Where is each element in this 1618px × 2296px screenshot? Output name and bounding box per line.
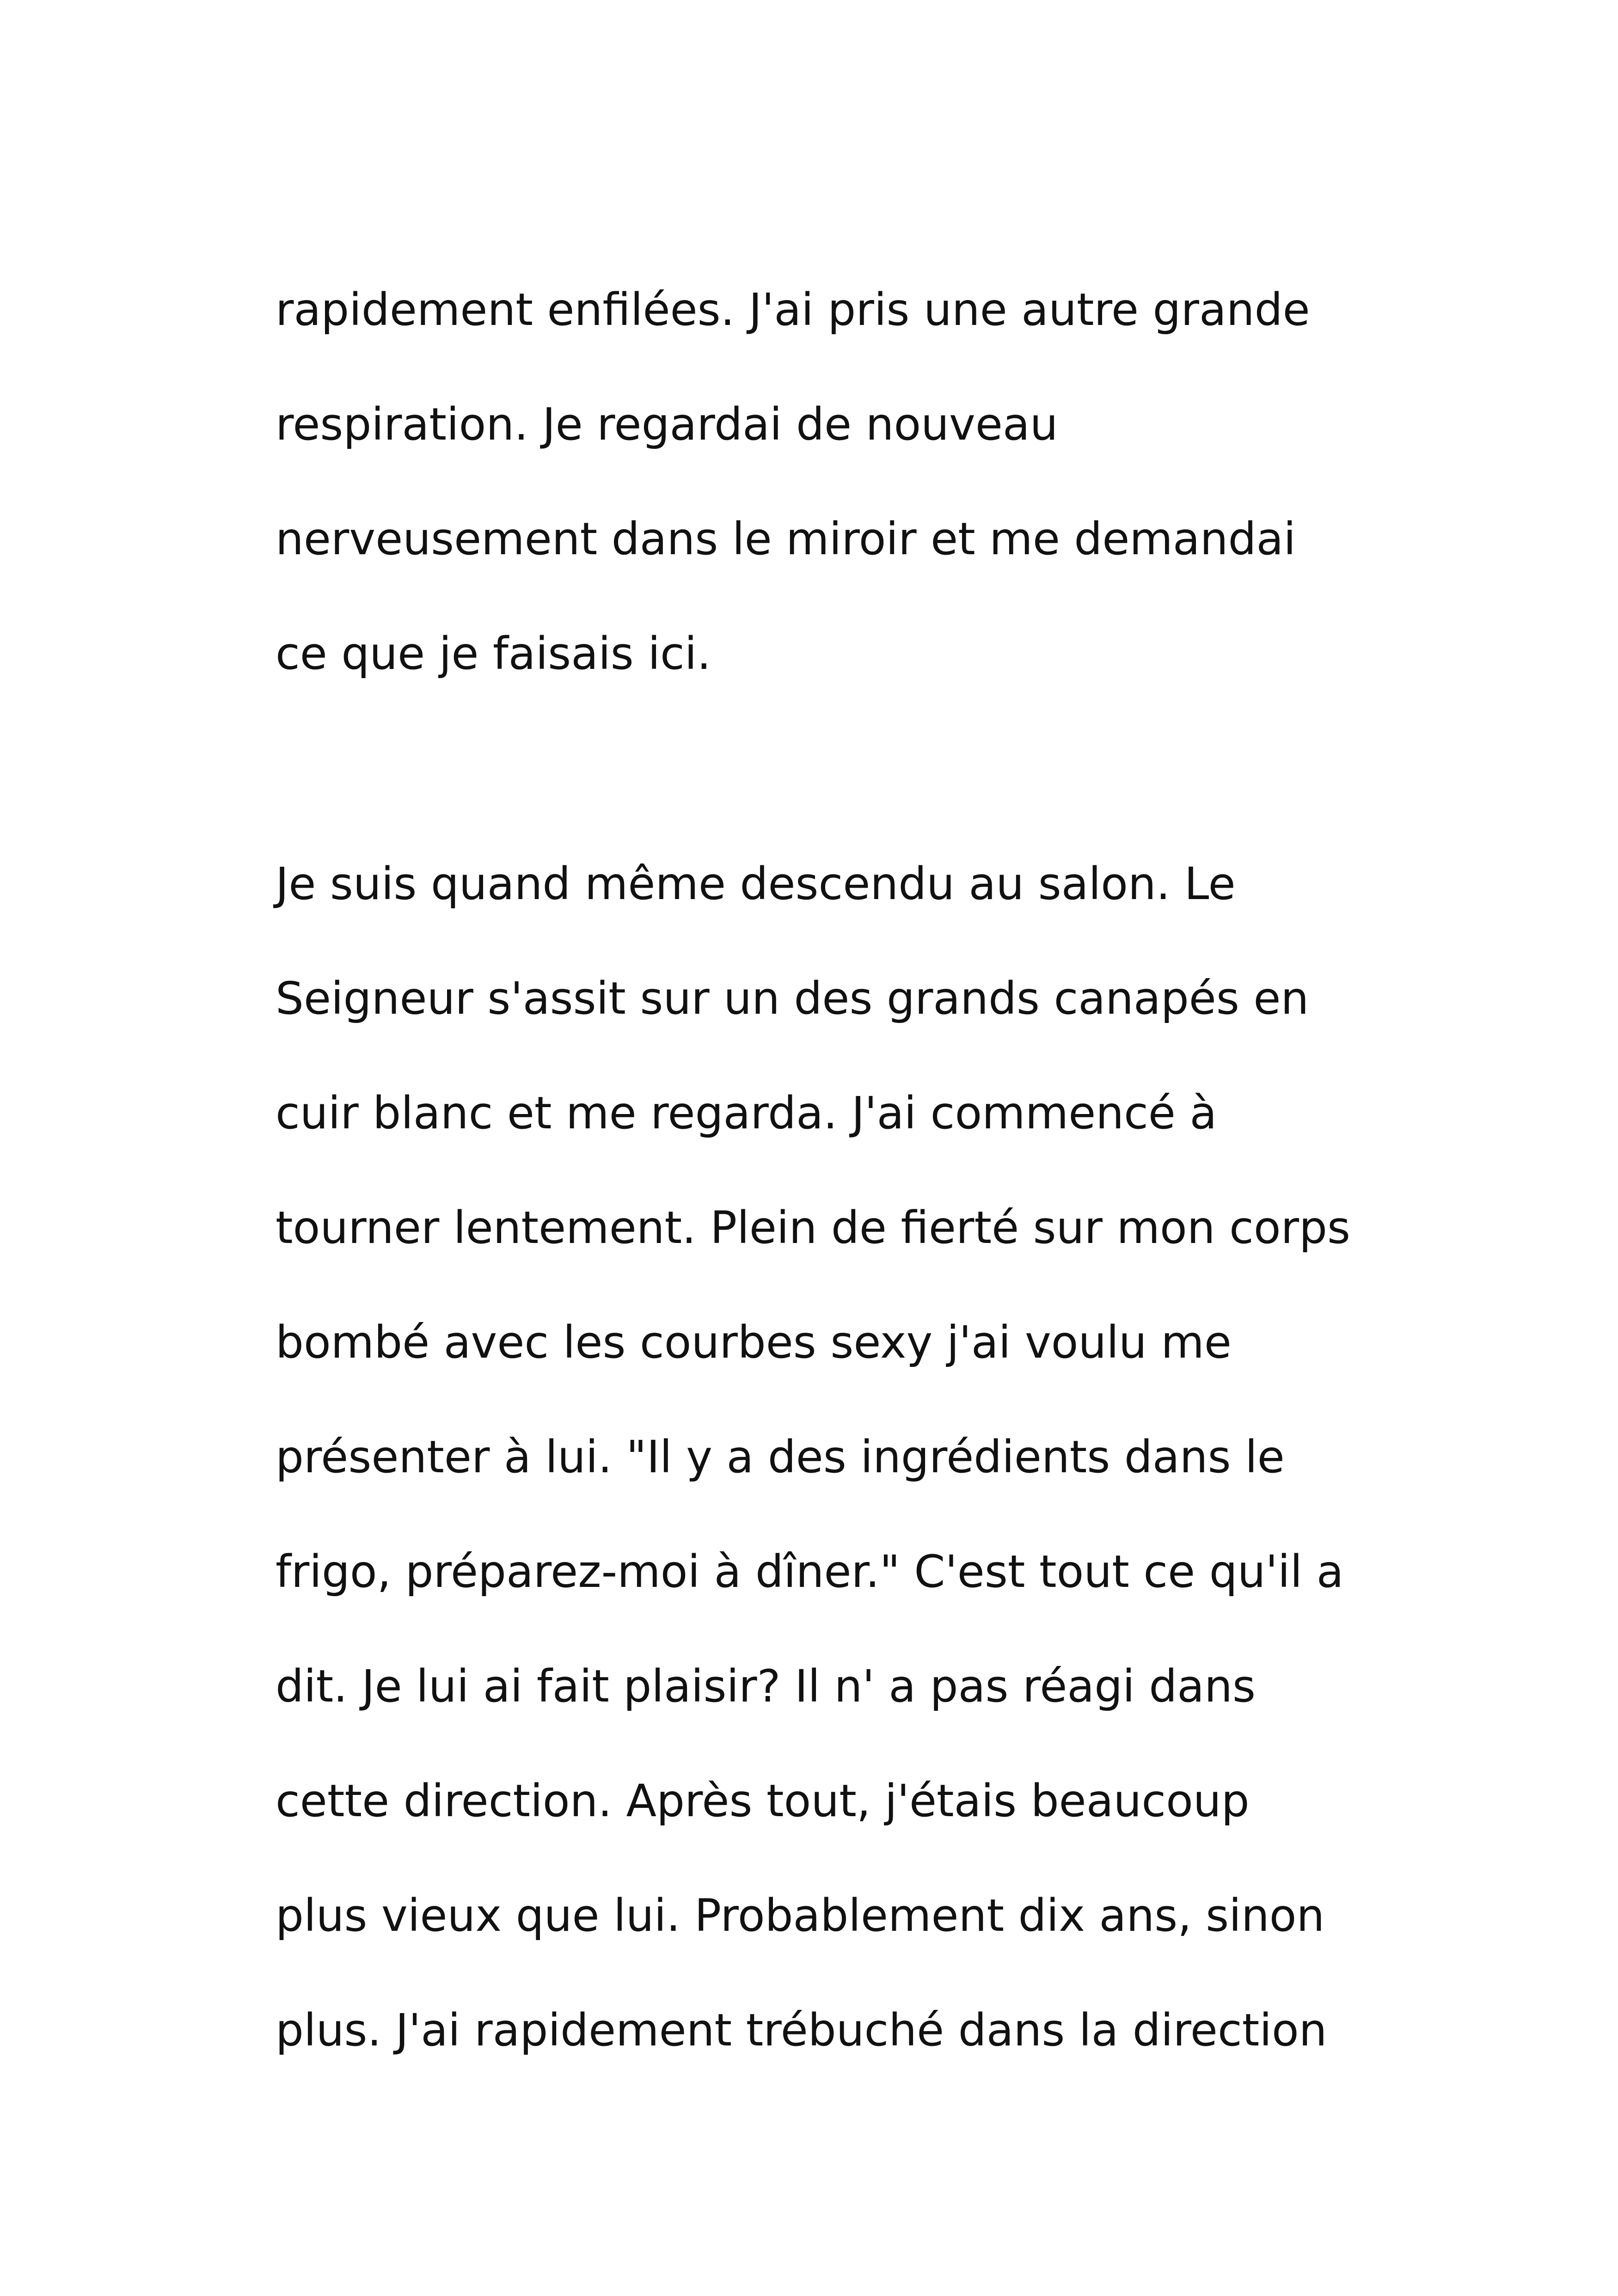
text-line: Seigneur s'assit sur un des grands canapés en [276,973,1309,1024]
paragraph [276,252,1385,711]
text-line: frigo, préparez-moi à dîner." C'est tout ce qu'il a [276,1546,1344,1598]
text-line: bombé avec les courbes sexy j'ai voulu me [276,1316,1232,1368]
text-line: respiration. Je regardai de nouveau [276,398,1058,450]
text-line: nerveusement dans le miroir et me demandai [276,513,1296,565]
text-line: ce que je faisais ici. [276,628,711,680]
text-line: plus vieux que lui. Probablement dix ans, sinon [276,1890,1325,1941]
paragraph [276,827,1385,2088]
text-line: tourner lentement. Plein de fierté sur mon corps [276,1202,1351,1254]
text-line: cette direction. Après tout, j'étais beaucoup [276,1775,1250,1827]
text-line: dit. Je lui ai fait plaisir? Il n' a pas réagi dans [276,1660,1256,1712]
text-line: présenter à lui. "Il y a des ingrédients dans le [276,1431,1285,1483]
text-line: Je suis quand même descendu au salon. Le [276,858,1236,910]
text-line: rapidement enfilées. J'ai pris une autre grande [276,284,1310,336]
text-line: cuir blanc et me regarda. J'ai commencé à [276,1087,1217,1139]
text-line: plus. J'ai rapidement trébuché dans la direction [276,2004,1327,2056]
